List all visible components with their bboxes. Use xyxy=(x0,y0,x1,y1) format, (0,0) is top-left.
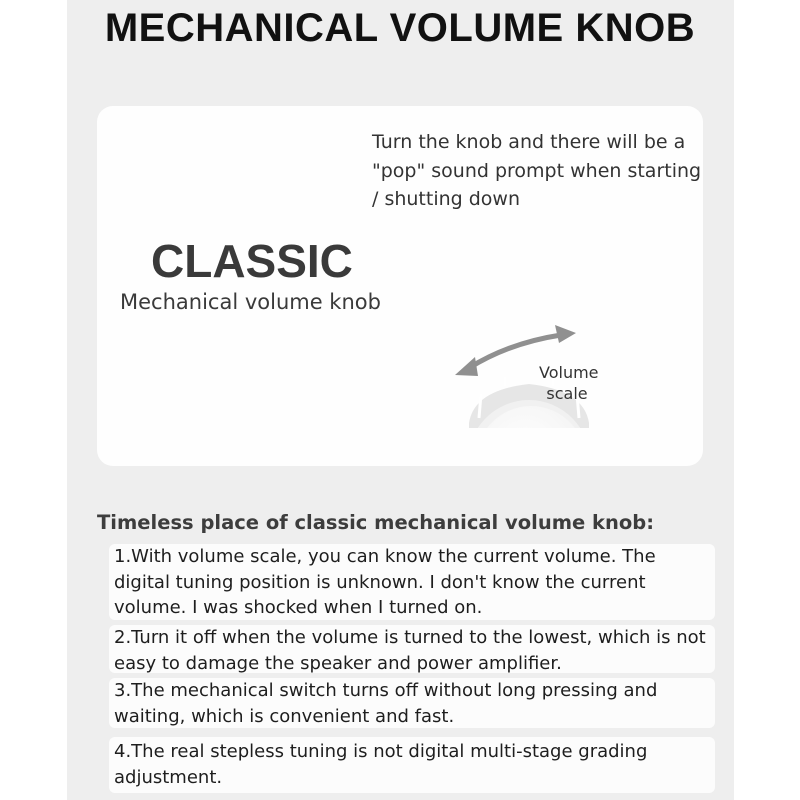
page-title: MECHANICAL VOLUME KNOB xyxy=(104,6,696,50)
benefit-item: 3.The mechanical switch turns off without long pressing and waiting, which is convenient and fast. xyxy=(109,678,715,728)
benefit-item: 1.With volume scale, you can know the current volume. The digital tuning position is unknown. I don't know the current volume. I was shocked when I turned on. xyxy=(109,544,715,620)
feature-card xyxy=(97,106,703,466)
knob-tip-text: Turn the knob and there will be a "pop" sound prompt when starting / shutting down xyxy=(372,131,702,210)
benefits-heading: Timeless place of classic mechanical volume knob: xyxy=(97,511,655,534)
classic-title: CLASSIC xyxy=(151,235,353,287)
classic-subtitle: Mechanical volume knob xyxy=(120,290,381,314)
benefit-item: 2.Turn it off when the volume is turned to the lowest, which is not easy to damage the speaker and power amplifier. xyxy=(109,625,715,673)
volume-scale-label: Volume scale xyxy=(539,363,599,403)
benefit-item: 4.The real stepless tuning is not digital multi-stage grading adjustment. xyxy=(109,737,715,793)
knob-illustration xyxy=(449,228,609,428)
